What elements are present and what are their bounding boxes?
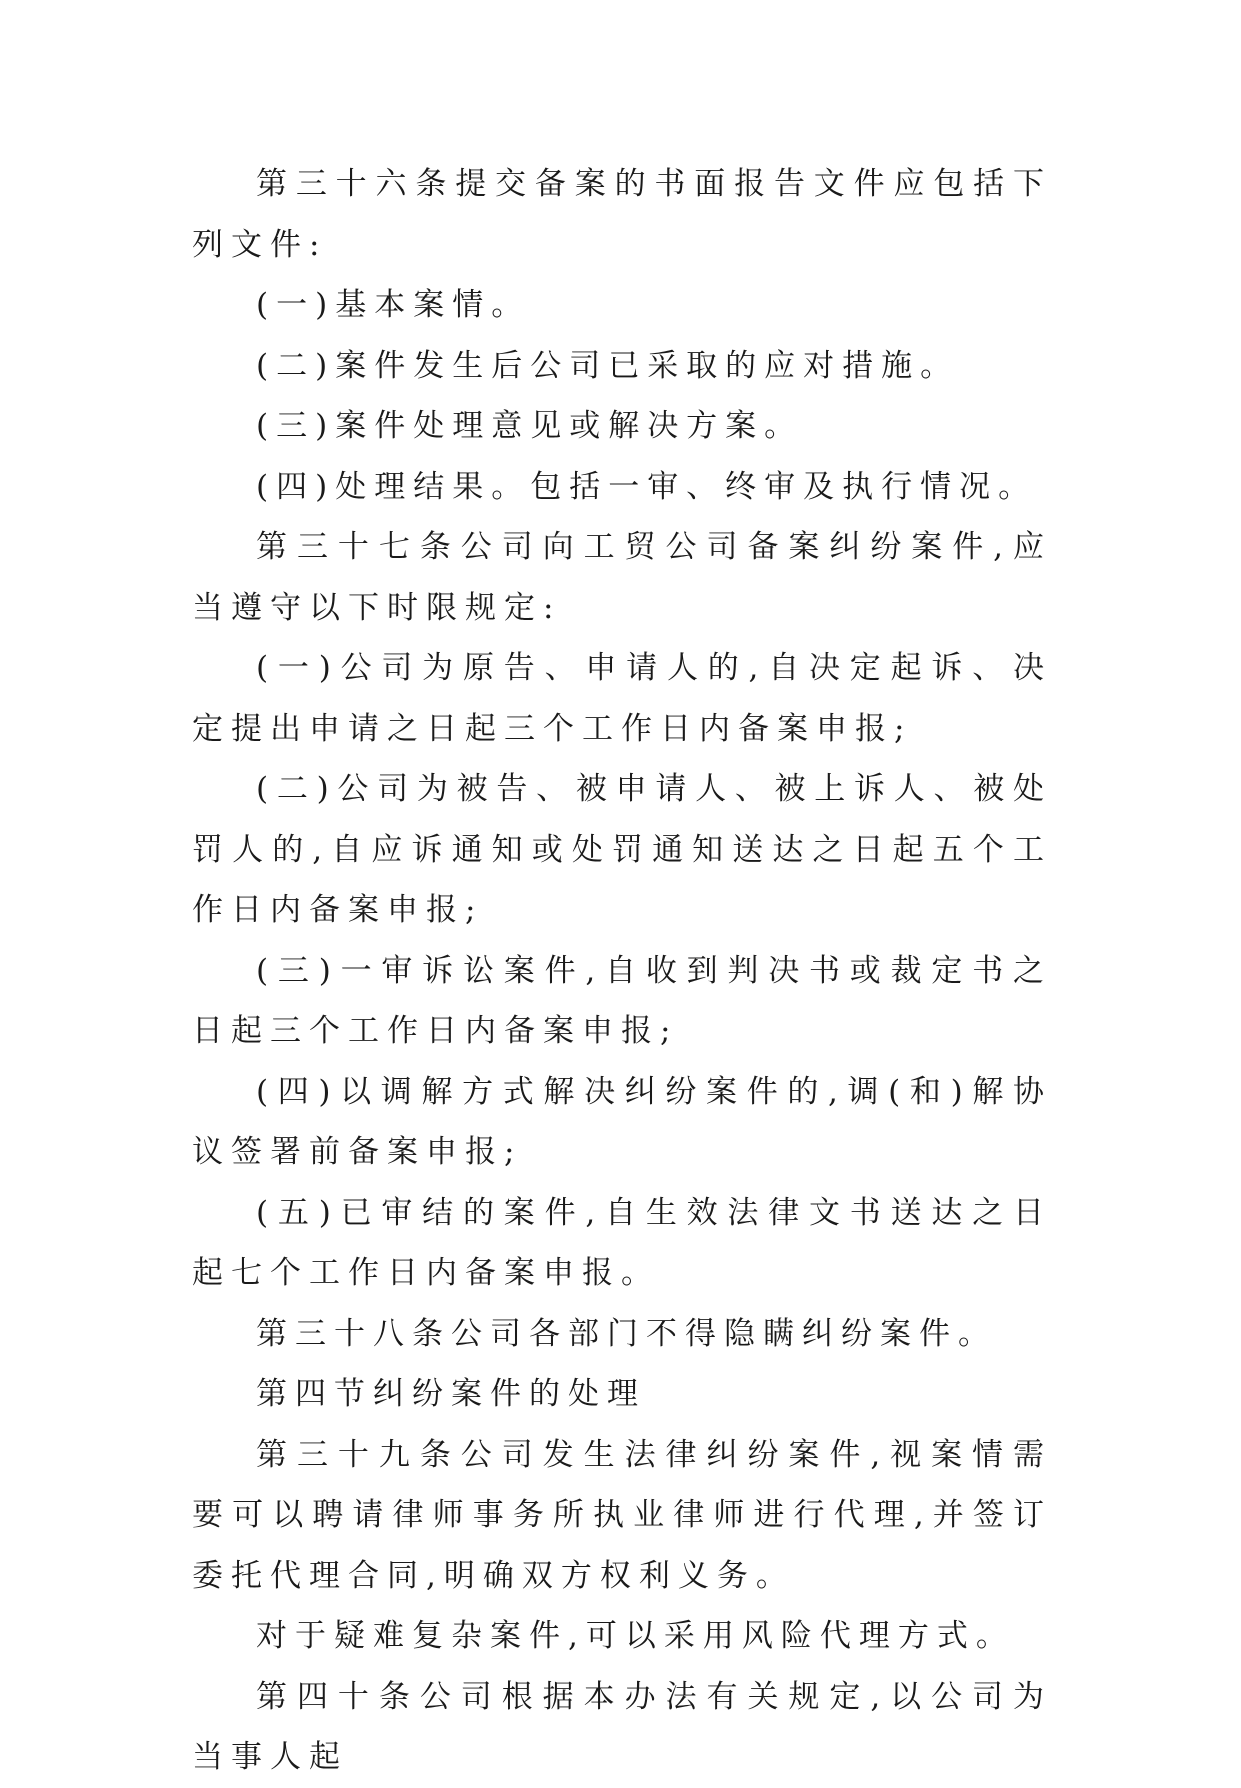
article-37-item-1: (一)公司为原告、申请人的,自决定起诉、决定提出申请之日起三个工作日内备案申报;	[192, 650, 1052, 747]
document-body	[192, 154, 1052, 1788]
article-37-item-5: (五)已审结的案件,自生效法律文书送达之日起七个工作日内备案申报。	[192, 1194, 1052, 1291]
article-36-item-2: (二)案件发生后公司已采取的应对措施。	[256, 347, 960, 384]
section-4-heading: 第四节纠纷案件的处理	[256, 1376, 646, 1412]
article-37-item-4: (四)以调解方式解决纠纷案件的,调(和)解协议签署前备案申报;	[192, 1073, 1052, 1170]
article-37-item-2: (二)公司为被告、被申请人、被上诉人、被处罚人的,自应诉通知或处罚通知送达之日起五个工作日内备案申报;	[192, 771, 1052, 928]
article-38-paragraph: 第三十八条公司各部门不得隐瞒纠纷案件。	[256, 1315, 997, 1352]
article-39-paragraph: 第三十九条公司发生法律纠纷案件,视案情需要可以聘请律师事务所执业律师进行代理,并签订委托代理合同,明确双方权利义务。	[192, 1436, 1052, 1594]
article-37-paragraph: 第三十七条公司向工贸公司备案纠纷案件,应当遵守以下时限规定:	[192, 529, 1052, 626]
article-36-paragraph: 第三十六条提交备案的书面报告文件应包括下列文件:	[192, 166, 1052, 263]
risk-agency-paragraph: 对于疑难复杂案件,可以采用风险代理方式。	[256, 1618, 1015, 1654]
article-37-item-3: (三)一审诉讼案件,自收到判决书或裁定书之日起三个工作日内备案申报;	[192, 952, 1052, 1049]
article-36-item-1: (一)基本案情。	[256, 287, 531, 323]
article-36-item-4: (四)处理结果。包括一审、终审及执行情况。	[256, 468, 1038, 505]
article-40-paragraph: 第四十条公司根据本办法有关规定,以公司为当事人起	[192, 1678, 1052, 1775]
article-36-item-3: (三)案件处理意见或解决方案。	[256, 408, 804, 444]
